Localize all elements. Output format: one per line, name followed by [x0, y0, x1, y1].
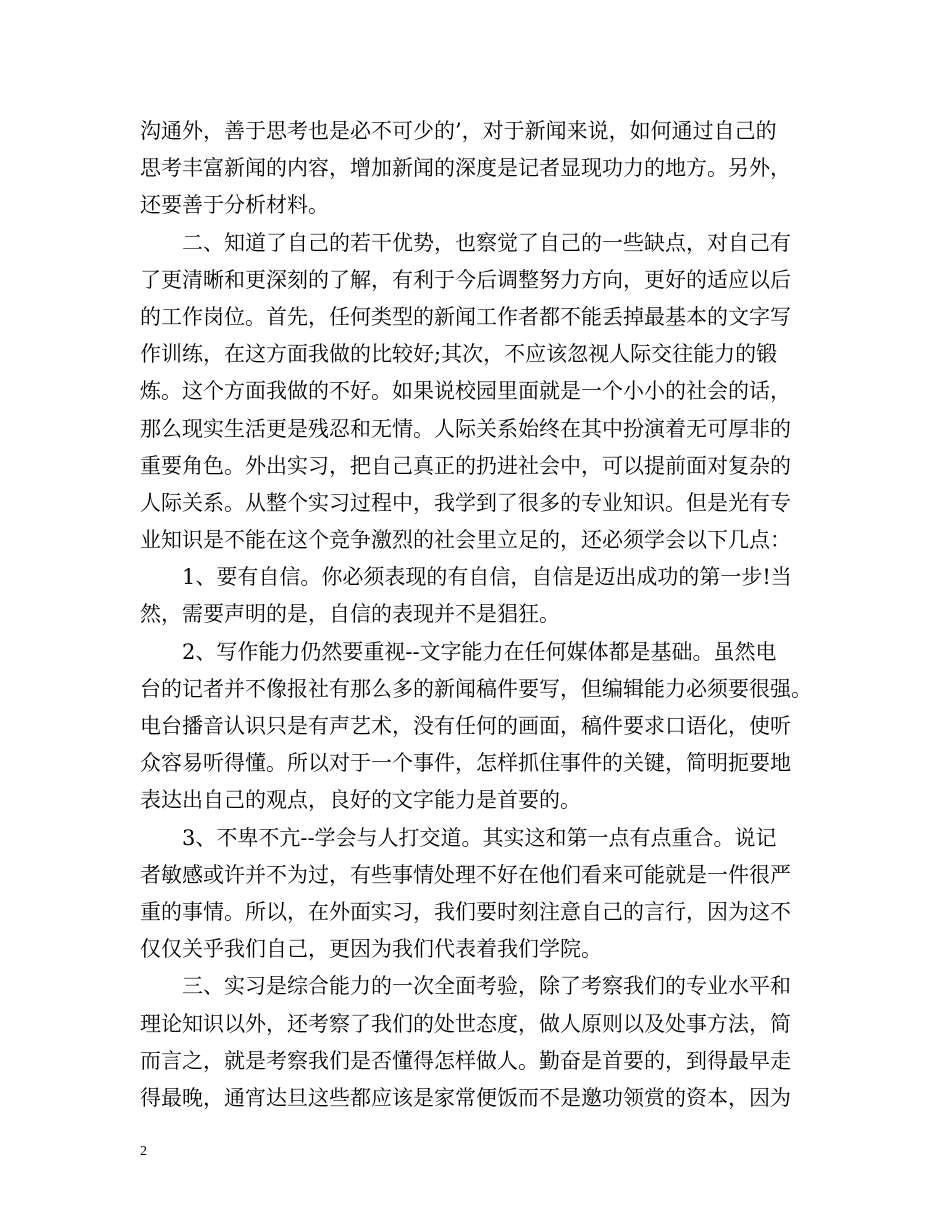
text-line: 还要善于分析材料。 [140, 193, 329, 218]
text-line: 业知识是不能在这个竞争激烈的社会里立足的，还必须学会以下几点： [140, 528, 791, 553]
text-line: 理论知识以外，还考察了我们的处世态度，做人原则以及处事方法，简 [140, 1011, 791, 1036]
text-line: 1、要有自信。你必须表现的有自信，自信是迈出成功的第一步!当 [140, 565, 792, 590]
text-line: 仅仅关乎我们自己，更因为我们代表着我们学院。 [140, 937, 602, 962]
text-line: 而言之，就是考察我们是否懂得怎样做人。勤奋是首要的，到得最早走 [140, 1048, 791, 1073]
text-line: 台的记者并不像报社有那么多的新闻稿件要写，但编辑能力必须要很强。 [140, 676, 812, 701]
text-line: 重要角色。外出实习，把自己真正的扔进社会中，可以提前面对复杂的 [140, 453, 791, 478]
text-line: 然，需要声明的是，自信的表现并不是猖狂。 [140, 602, 560, 627]
page-number: 2 [140, 1144, 147, 1159]
text-line: 沟通外，善于思考也是必不可少的’，对于新闻来说，如何通过自己的 [140, 119, 777, 143]
text-line: 炼。这个方面我做的不好。如果说校园里面就是一个小小的社会的话， [140, 379, 791, 404]
body-text [140, 113, 830, 1117]
text-line: 思考丰富新闻的内容，增加新闻的深度是记者显现功力的地方。另外， [140, 156, 791, 181]
text-line: 那么现实生活更是残忍和无情。人际关系始终在其中扮演着无可厚非的 [140, 416, 791, 441]
text-line: 众容易听得懂。所以对于一个事件，怎样抓住事件的关键，简明扼要地 [140, 751, 791, 776]
text-line: 电台播音认识只是有声艺术，没有任何的画面，稿件要求口语化，使听 [140, 714, 791, 738]
text-line: 的工作岗位。首先，任何类型的新闻工作者都不能丢掉最基本的文字写 [140, 304, 791, 329]
text-line: 表达出自己的观点，良好的文字能力是首要的。 [140, 788, 581, 813]
text-line: 三、实习是综合能力的一次全面考验，除了考察我们的专业水平和 [140, 974, 791, 999]
text-line: 3、不卑不亢--学会与人打交道。其实这和第一点有点重合。说记 [140, 825, 777, 850]
text-line: 者敏感或许并不为过，有些事情处理不好在他们看来可能就是一件很严 [140, 862, 791, 887]
text-line: 作训练，在这方面我做的比较好;其次，不应该忽视人际交往能力的锻 [140, 342, 778, 367]
text-line: 得最晚，通宵达旦这些都应该是家常便饭而不是邀功领赏的资本，因为 [140, 1085, 791, 1110]
text-line: 重的事情。所以，在外面实习，我们要时刻注意自己的言行，因为这不 [140, 899, 791, 924]
text-line: 二、知道了自己的若干优势，也察觉了自己的一些缺点，对自己有 [140, 230, 791, 255]
text-line: 2、写作能力仍然要重视--文字能力在任何媒体都是基础。虽然电 [140, 639, 777, 664]
text-line: 人际关系。从整个实习过程中，我学到了很多的专业知识。但是光有专 [140, 490, 791, 515]
text-line: 了更清晰和更深刻的了解，有利于今后调整努力方向，更好的适应以后 [140, 267, 791, 292]
